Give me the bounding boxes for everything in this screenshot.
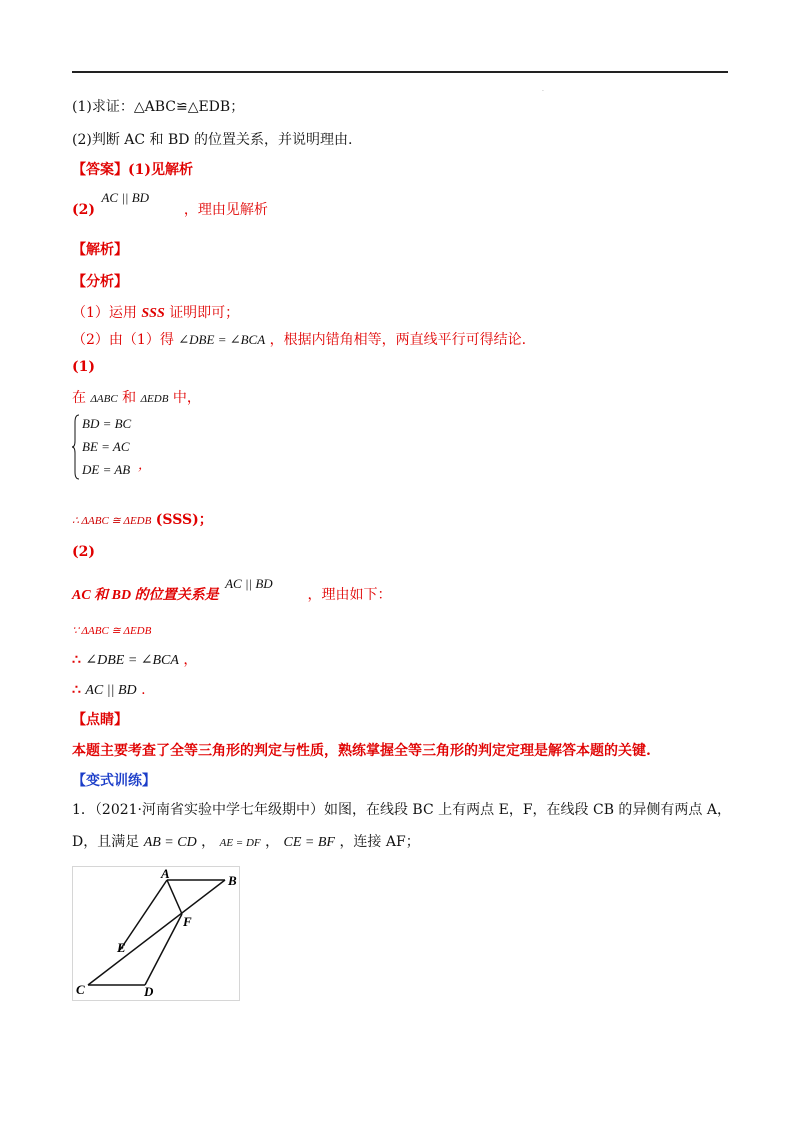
dianjing-heading: 【点睛】: [72, 712, 128, 728]
in-and: 和: [122, 390, 137, 406]
therefore-symbol-2: ∴: [72, 682, 81, 698]
segment-af: [167, 880, 182, 914]
segment-ae: [120, 880, 167, 950]
fenxi-heading: 【分析】: [72, 274, 128, 290]
because-math: ∵ ΔABC ≅ ΔEDB: [72, 625, 152, 637]
therefore-math-2: AC || BD: [85, 683, 137, 698]
brace-icon: [72, 414, 80, 480]
relation-post: ，理由如下：: [307, 587, 392, 603]
answer-2: [72, 190, 268, 220]
because-line: [72, 620, 151, 641]
system-eq-2: BE = AC: [82, 439, 130, 454]
in-post: 中，: [172, 390, 201, 406]
exercise-2-pre: D，且满足: [72, 834, 140, 850]
exercise-line-1: 1．（2021·河南省实验中学七年级期中）如图，在线段 BC 上有两点 E，F，在线段 CB 的异侧有两点 A，: [72, 802, 731, 818]
label-d: D: [144, 984, 154, 999]
conclusion-tail: (SSS)；: [155, 512, 213, 528]
bianshi-heading: 【变式训练】: [72, 773, 156, 789]
part-1-label: (1): [72, 359, 95, 375]
in-triangles-line: [72, 388, 201, 409]
exercise-line-2: [72, 832, 420, 853]
exercise-cond-2: AE = DF: [219, 837, 261, 849]
fenxi-2-pre: （2）由（1）得: [72, 332, 174, 348]
fenxi-step-2: [72, 330, 526, 350]
exercise-2-post: ，连接 AF；: [339, 834, 420, 850]
conclusion-math: ∴ ΔABC ≅ ΔEDB: [72, 515, 152, 527]
in-pre: 在: [72, 390, 86, 406]
fenxi-1-pre: （1）运用: [72, 305, 137, 321]
label-e: E: [117, 940, 126, 955]
exercise-sep-2: ，: [265, 834, 280, 850]
answer-2-formula: [99, 190, 179, 220]
fenxi-step-1: [72, 303, 239, 324]
therefore-line-1: [72, 650, 197, 671]
equation-system: [72, 414, 162, 482]
exercise-sep-1: ，: [201, 834, 216, 850]
fenxi-2-math: ∠DBE = ∠BCA: [178, 332, 266, 347]
geometry-figure: [72, 866, 252, 1002]
relation-pre: AC 和 BD 的位置关系是: [72, 588, 219, 603]
fenxi-1-sss: SSS: [141, 306, 165, 321]
relation-math: AC || BD: [225, 576, 273, 591]
part-2-label: (2): [72, 544, 95, 560]
answer-2-math: AC || BD: [101, 190, 150, 205]
therefore-symbol-1: ∴: [72, 652, 81, 668]
fenxi-2-post: ，根据内错角相等，两直线平行可得结论.: [269, 332, 527, 348]
triangle-edb: ΔEDB: [140, 393, 169, 405]
exercise-cond-1: AB = CD: [143, 835, 197, 850]
exercise-cond-3: CE = BF: [283, 835, 335, 850]
system-eq-1: BD = BC: [82, 416, 132, 431]
answer-2-tail: ，理由见解析: [183, 202, 268, 218]
therefore-line-2: [72, 680, 146, 701]
label-f: F: [183, 914, 192, 929]
answer-heading: 【答案】(1)见解析: [72, 162, 193, 178]
jiexi-heading: 【解析】: [72, 242, 128, 258]
triangle-abc: ΔABC: [90, 393, 118, 405]
question-1: (1)求证：△ABC≌△EDB；: [72, 99, 245, 115]
label-b: B: [228, 873, 237, 888]
system-eq-3: DE = AB: [82, 462, 131, 477]
summary-text: 本题主要考查了全等三角形的判定与性质，熟练掌握全等三角形的判定定理是解答本题的关键.: [72, 743, 651, 759]
conclusion-line: [72, 510, 213, 531]
header-dot: .: [542, 86, 544, 93]
therefore-tail-2: .: [141, 682, 146, 698]
answer-2-number: (2): [72, 202, 95, 218]
relation-line: [72, 576, 392, 606]
relation-formula: [223, 576, 303, 606]
label-a: A: [161, 866, 170, 881]
therefore-math-1: ∠DBE = ∠BCA: [85, 653, 179, 668]
question-2: (2)判断 AC 和 BD 的位置关系，并说明理由.: [72, 132, 353, 148]
header-rule: [72, 71, 728, 73]
label-c: C: [76, 982, 85, 997]
therefore-tail-1: ，: [183, 652, 198, 668]
fenxi-1-post: 证明即可；: [169, 305, 240, 321]
segment-df: [145, 914, 182, 985]
system-comma: ，: [138, 457, 152, 472]
